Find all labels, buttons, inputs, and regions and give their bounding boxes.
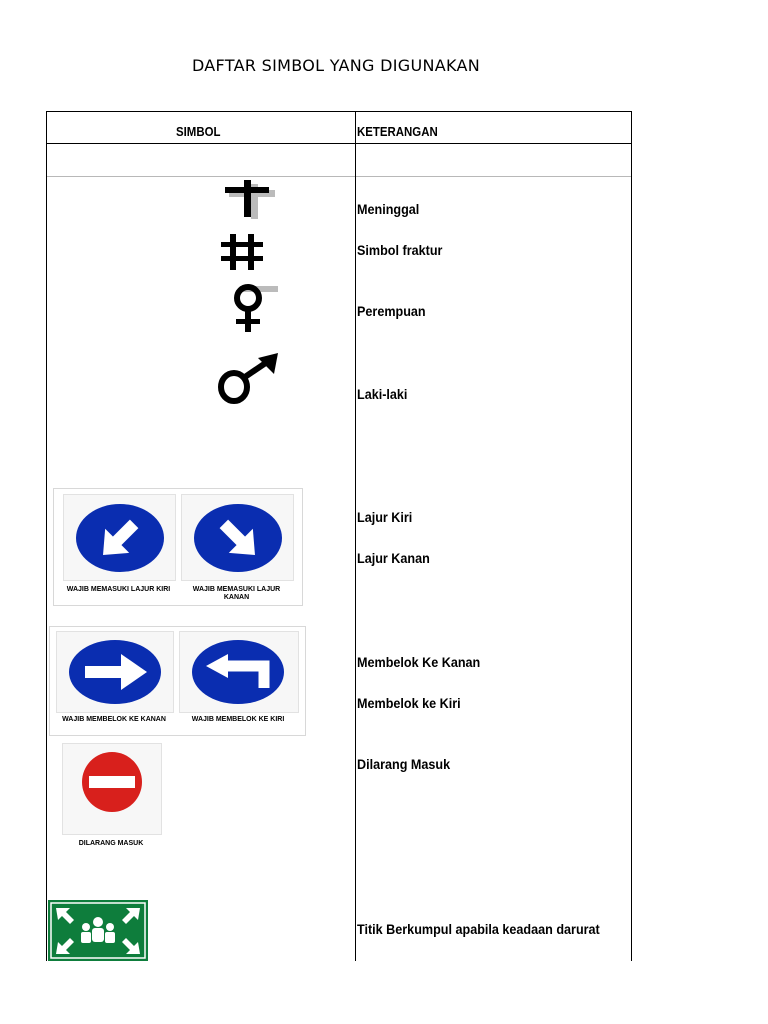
- assembly-point-icon: [48, 900, 148, 961]
- description-lajur-kanan: Lajur Kanan: [357, 550, 430, 566]
- keep-right-sign-icon: [182, 495, 293, 580]
- turn-left-sign-caption: WAJIB MEMBELOK KE KIRI: [191, 716, 285, 723]
- keep-left-sign-icon: [64, 495, 175, 580]
- description-perempuan: Perempuan: [357, 303, 426, 319]
- turn-left-sign-icon: [180, 632, 298, 712]
- description-meninggal: Meninggal: [357, 201, 420, 217]
- cross-icon: [222, 180, 278, 222]
- description-lajur-kiri: Lajur Kiri: [357, 509, 413, 525]
- turn-right-sign-icon: [57, 632, 173, 712]
- keep-right-sign-card: [181, 494, 294, 581]
- no-entry-sign-caption: DILARANG MASUK: [78, 840, 144, 847]
- turn-right-sign-caption: WAJIB MEMBELOK KE KANAN: [62, 716, 166, 723]
- description-fraktur: Simbol fraktur: [357, 242, 443, 258]
- turn-right-sign-card: [56, 631, 174, 713]
- fracture-icon: [221, 234, 265, 270]
- turn-left-sign-card: [179, 631, 299, 713]
- female-icon: [228, 283, 280, 335]
- description-membelok-kanan: Membelok Ke Kanan: [357, 654, 481, 670]
- column-header-description: KETERANGAN: [357, 124, 438, 139]
- description-dilarang-masuk: Dilarang Masuk: [357, 756, 451, 772]
- no-entry-sign-icon: [63, 744, 161, 834]
- description-titik-berkumpul: Titik Berkumpul apabila keadaan darurat: [357, 921, 600, 937]
- column-header-symbol: SIMBOL: [176, 124, 221, 139]
- keep-left-sign-card: [63, 494, 176, 581]
- description-laki-laki: Laki-laki: [357, 386, 408, 402]
- keep-left-sign-caption: WAJIB MEMASUKI LAJUR KIRI: [66, 586, 171, 593]
- no-entry-sign-card: [62, 743, 162, 835]
- keep-right-sign-caption: WAJIB MEMASUKI LAJUR KANAN: [192, 586, 281, 601]
- description-membelok-kiri: Membelok ke Kiri: [357, 695, 461, 711]
- male-icon: [216, 350, 282, 408]
- page-title: DAFTAR SIMBOL YANG DIGUNAKAN: [191, 56, 481, 75]
